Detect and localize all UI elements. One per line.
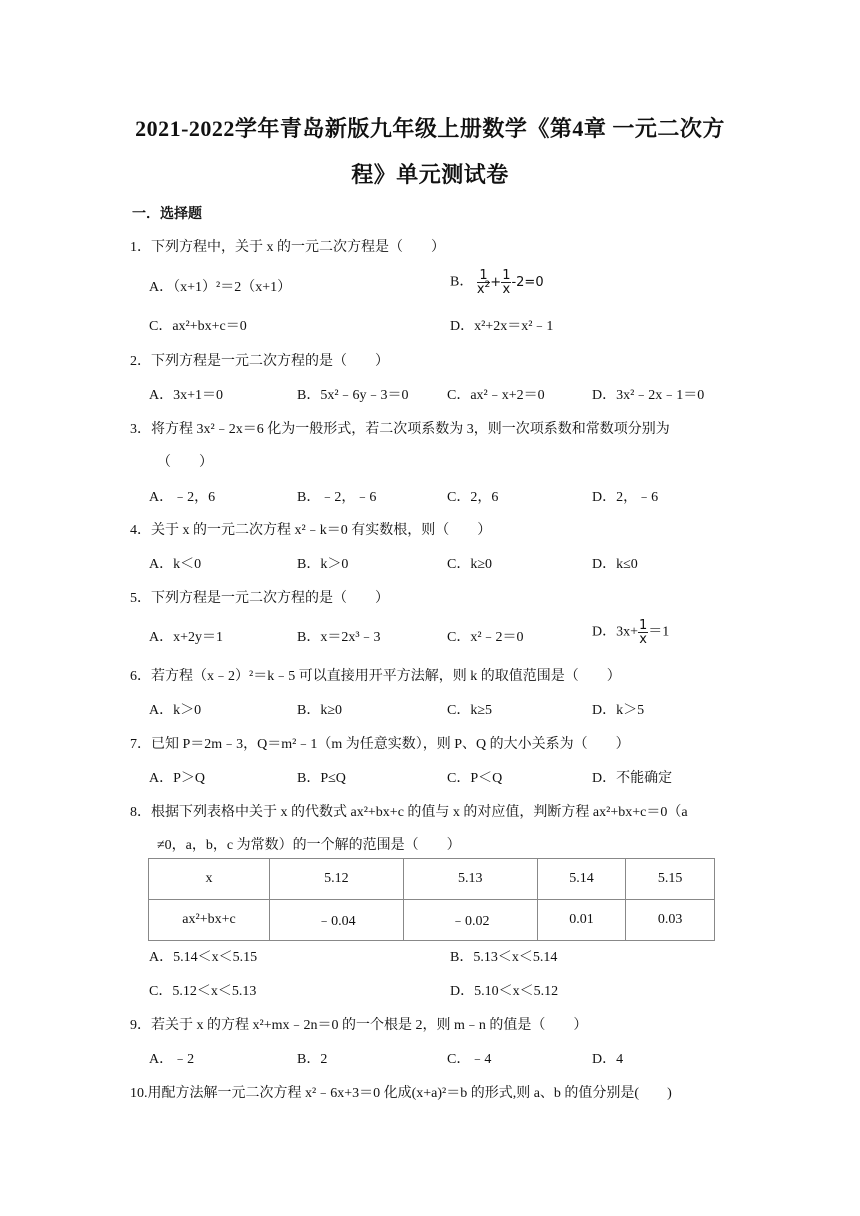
q9-option-c: C．﹣4	[447, 1052, 492, 1067]
q1b-tail: -2=0	[511, 275, 544, 290]
q2-stem: 2．下列方程是一元二次方程的是（ ）	[130, 354, 389, 369]
q2-option-d: D．3x²﹣2x﹣1＝0	[592, 388, 705, 403]
q1-option-b-formula: $\frac{1}{x^2}$ + $\frac{1}{x}$ -2=0	[476, 268, 544, 297]
q8-stem-cont: ≠0，a，b，c 为常数）的一个解的范围是（ ）	[157, 838, 461, 853]
table-cell: ax²+bx+c	[149, 900, 270, 941]
q3-stem: 3．将方程 3x²﹣2x＝6 化为一般形式，若二次项系数为 3，则一次项系数和常数项分别为	[130, 422, 670, 437]
q5d-num: 1	[639, 618, 648, 633]
table-row	[149, 859, 715, 900]
q5-option-b: B．x＝2x³﹣3	[297, 630, 381, 645]
q6-stem: 6．若方程（x﹣2）²＝k﹣5 可以直接用开平方法解，则 k 的取值范围是（ ）	[130, 669, 621, 684]
q1-option-b	[450, 269, 544, 296]
q5d-den: x	[639, 632, 647, 647]
q2-option-b: B．5x²﹣6y﹣3＝0	[297, 388, 409, 403]
q1-option-d: D．x²+2x＝x²﹣1	[450, 319, 554, 334]
table-cell: 0.03	[626, 900, 715, 941]
q5d-prefix: D．3x+	[592, 624, 639, 640]
q1-option-c: C．ax²+bx+c＝0	[149, 319, 247, 334]
q3-stem-cont: （ ）	[157, 455, 213, 470]
q3-option-b: B．﹣2，﹣6	[297, 490, 377, 505]
q1b-den1: x	[476, 282, 485, 297]
section-heading: 一．选择题	[132, 207, 202, 222]
q1-option-b-label: B．	[450, 274, 474, 290]
q4-option-c: C．k≥0	[447, 557, 493, 572]
q1-stem: 1．下列方程中，关于 x 的一元二次方程是（ ）	[130, 240, 445, 255]
q1-option-a: A．（x+1）²＝2（x+1）	[149, 280, 292, 295]
q2-option-a: A．3x+1＝0	[149, 388, 224, 403]
q5-stem: 5．下列方程是一元二次方程的是（ ）	[130, 591, 389, 606]
q6-option-a: A．k＞0	[149, 703, 202, 718]
table-cell: 5.13	[403, 859, 537, 900]
title-line-1: 2021-2022学年青岛新版九年级上册数学《第4章 一元二次方	[135, 116, 725, 141]
q3-option-c: C．2，6	[447, 490, 499, 505]
q2-option-c: C．ax²﹣x+2＝0	[447, 388, 545, 403]
q10-stem: 10.用配方法解一元二次方程 x²﹣6x+3＝0 化成(x+a)²＝b 的形式,则 a、b 的值分别是( )	[130, 1086, 672, 1101]
q4-stem: 4．关于 x 的一元二次方程 x²﹣k＝0 有实数根，则（ ）	[130, 523, 492, 538]
value-table	[148, 858, 715, 941]
q8-option-d: D．5.10＜x＜5.12	[450, 984, 559, 999]
q7-stem: 7．已知 P＝2m﹣3，Q＝m²﹣1（m 为任意实数），则 P、Q 的大小关系为（ ）	[130, 737, 630, 752]
q9-stem: 9．若关于 x 的方程 x²+mx﹣2n＝0 的一个根是 2，则 m﹣n 的值是（ ）	[130, 1018, 588, 1033]
table-cell: 5.14	[537, 859, 626, 900]
table-cell: 5.12	[270, 859, 404, 900]
q7-option-b: B．P≤Q	[297, 771, 346, 786]
q3-option-d: D．2，﹣6	[592, 490, 659, 505]
q5-option-d	[592, 619, 669, 646]
table-cell: 5.15	[626, 859, 715, 900]
q8-option-a: A．5.14＜x＜5.15	[149, 950, 258, 965]
q4-option-d: D．k≤0	[592, 557, 638, 572]
title-line-2: 程》单元测试卷	[351, 162, 509, 187]
q8-option-b: B．5.13＜x＜5.14	[450, 950, 558, 965]
q3-option-a: A．﹣2，6	[149, 490, 216, 505]
q7-option-a: A．P＞Q	[149, 771, 206, 786]
table-cell: ﹣0.04	[270, 900, 404, 941]
q6-option-d: D．k＞5	[592, 703, 645, 718]
q9-option-b: B．2	[297, 1052, 328, 1067]
q1b-exp: 2	[484, 280, 491, 290]
q9-option-a: A．﹣2	[149, 1052, 195, 1067]
q5d-suffix: ＝1	[648, 624, 670, 640]
table-cell: 0.01	[537, 900, 626, 941]
q4-option-b: B．k＞0	[297, 557, 349, 572]
table-cell: x	[149, 859, 270, 900]
q1b-den2: x	[502, 282, 511, 297]
q6-option-b: B．k≥0	[297, 703, 343, 718]
q1b-num2: 1	[502, 268, 511, 283]
q8-option-c: C．5.12＜x＜5.13	[149, 984, 257, 999]
q6-option-c: C．k≥5	[447, 703, 493, 718]
q4-option-a: A．k＜0	[149, 557, 202, 572]
q5-option-c: C．x²﹣2＝0	[447, 630, 524, 645]
q8-stem: 8．根据下列表格中关于 x 的代数式 ax²+bx+c 的值与 x 的对应值，判断方程 ax²+bx+c＝0（a	[130, 805, 688, 820]
table-cell: ﹣0.02	[403, 900, 537, 941]
q5-option-a: A．x+2y＝1	[149, 630, 224, 645]
q7-option-d: D．不能确定	[592, 771, 673, 786]
q1b-num1: 1	[477, 269, 490, 283]
q7-option-c: C．P＜Q	[447, 771, 503, 786]
q9-option-d: D．4	[592, 1052, 624, 1067]
table-row	[149, 900, 715, 941]
